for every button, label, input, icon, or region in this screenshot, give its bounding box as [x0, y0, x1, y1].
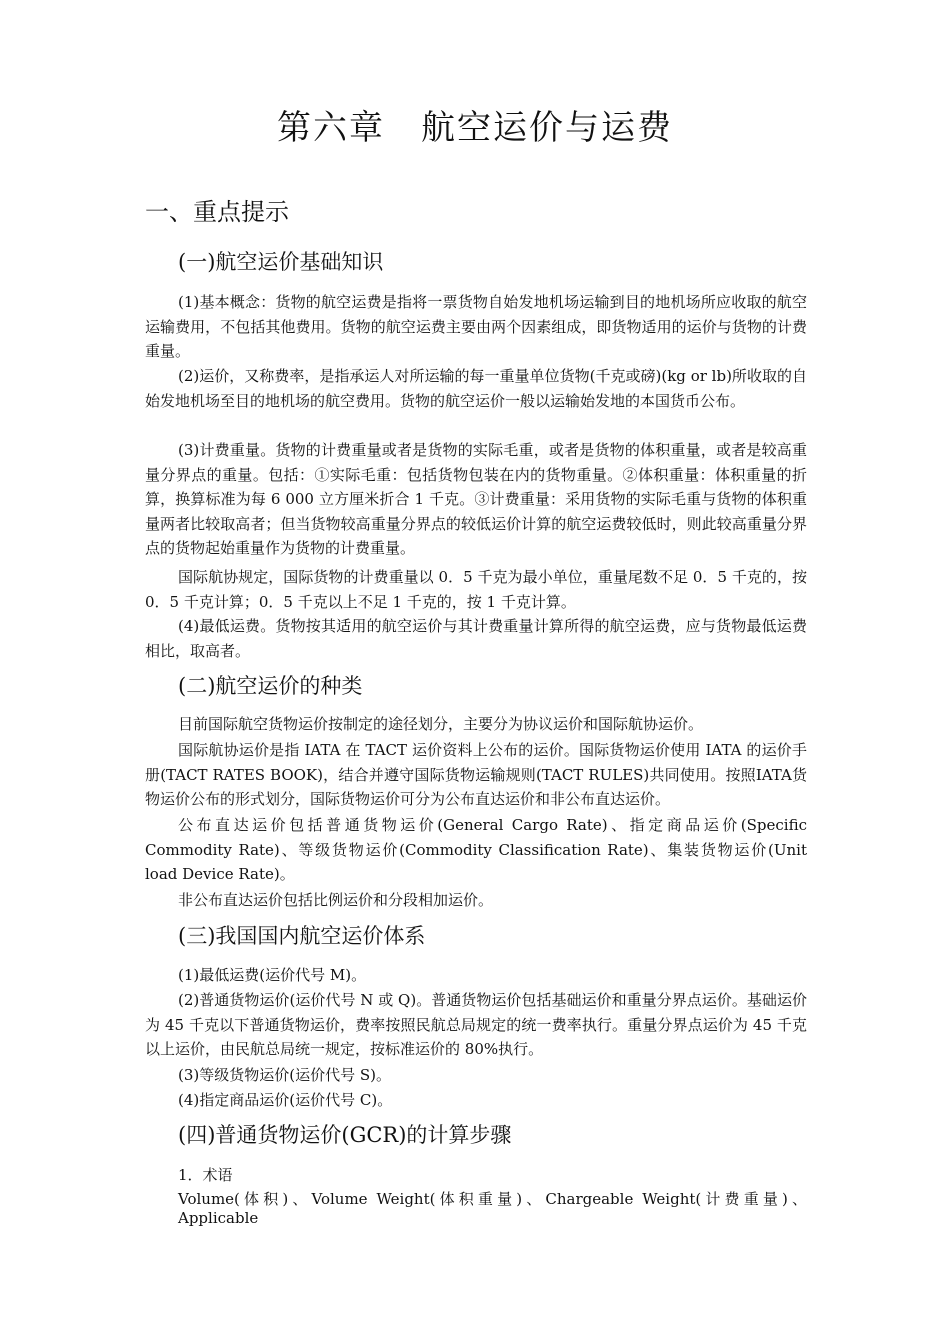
chapter-title: 第六章 航空运价与运费: [277, 108, 673, 148]
paragraph-iata-weight-rule: 国际航协规定，国际货物的计费重量以 0．5 千克为最小单位，重量尾数不足 0．5 千克的，按 0．5 千克计算；0．5 千克以上不足 1 千克的，按 1 千克计算。: [145, 568, 807, 611]
paragraph-basic-concept: (1)基本概念：货物的航空运费是指将一票货物自始发地机场运输到目的地机场所应收取的航空运输费用，不包括其他费用。货物的航空运费主要由两个因素组成，即货物适用的运价与货物的计费重量。: [145, 293, 807, 361]
paragraph-rate-definition: (2)运价，又称费率，是指承运人对所运输的每一重量单位货物(千克或磅)(kg or lb)所收取的自始发地机场至目的地机场的航空费用。货物的航空运价一般以运输始发地的本国货币公布。: [145, 367, 807, 410]
paragraph-unpublished-rates: 非公布直达运价包括比例运价和分段相加运价。: [178, 891, 494, 909]
paragraph-minimum-charge: (4)最低运费。货物按其适用的航空运价与其计费重量计算所得的航空运费，应与货物最低运费相比，取高者。: [145, 617, 807, 660]
paragraph-chargeable-weight: (3)计费重量。货物的计费重量或者是货物的实际毛重，或者是货物的体积重量，或者是较高重量分界点的重量。包括：①实际毛重：包括货物包装在内的货物重量。②体积重量：体积重量的折算，换算标准为每 6 000 立方厘米折合 1 千克。③计费重量：采用货物的实际毛重与货物的体积重量两者比较取高者；但当货物较高重量分界点的较低运价计算的航空运费较低时，则此较高重量分界点的货物起始重量作为货物的计费重量。: [145, 441, 807, 558]
paragraph-rate-classification: 目前国际航空货物运价按制定的途径划分，主要分为协议运价和国际航协运价。: [178, 715, 704, 733]
paragraph-iata-rates: 国际航协运价是指 IATA 在 TACT 运价资料上公布的运价。国际货物运价使用 IATA 的运价手册(TACT RATES BOOK)，结合并遵守国际货物运输规则(TACT RULES)共同使用。按照IATA货物运价公布的形式划分，国际货物运价可分为公布直达运价和非公布直达运价。: [145, 741, 807, 809]
subheading-domestic-rates: (三)我国国内航空运价体系: [178, 924, 426, 948]
paragraph-general-cargo-rate: (2)普通货物运价(运价代号 N 或 Q)。普通货物运价包括基础运价和重量分界点运价。基础运价为 45 千克以下普通货物运价，费率按照民航总局规定的统一费率执行。重量分界点运价为 45 千克以上运价，由民航总局统一规定，按标准运价的 80%执行。: [145, 991, 807, 1059]
section-heading-key-points: 一、重点提示: [145, 198, 289, 226]
subheading-rate-types: (二)航空运价的种类: [178, 674, 363, 698]
terms-line: Volume(体积)、Volume Weight(体积重量)、Chargeable Weight(计费重量)、 Applicable: [178, 1190, 807, 1227]
paragraph-published-rates: 公布直达运价包括普通货物运价(General Cargo Rate)、指定商品运价(Specific Commodity Rate)、等级货物运价(Commodity Classification Rate)、集装货物运价(Unit load Device Rate)。: [145, 816, 807, 884]
subheading-basics: (一)航空运价基础知识: [178, 250, 384, 274]
item-terminology: 1．术语: [178, 1166, 233, 1184]
paragraph-class-rate: (3)等级货物运价(运价代号 S)。: [178, 1066, 391, 1084]
subheading-gcr-steps: (四)普通货物运价(GCR)的计算步骤: [178, 1123, 512, 1147]
paragraph-minimum-charge-code: (1)最低运费(运价代号 M)。: [178, 966, 367, 984]
paragraph-commodity-rate: (4)指定商品运价(运价代号 C)。: [178, 1091, 393, 1109]
